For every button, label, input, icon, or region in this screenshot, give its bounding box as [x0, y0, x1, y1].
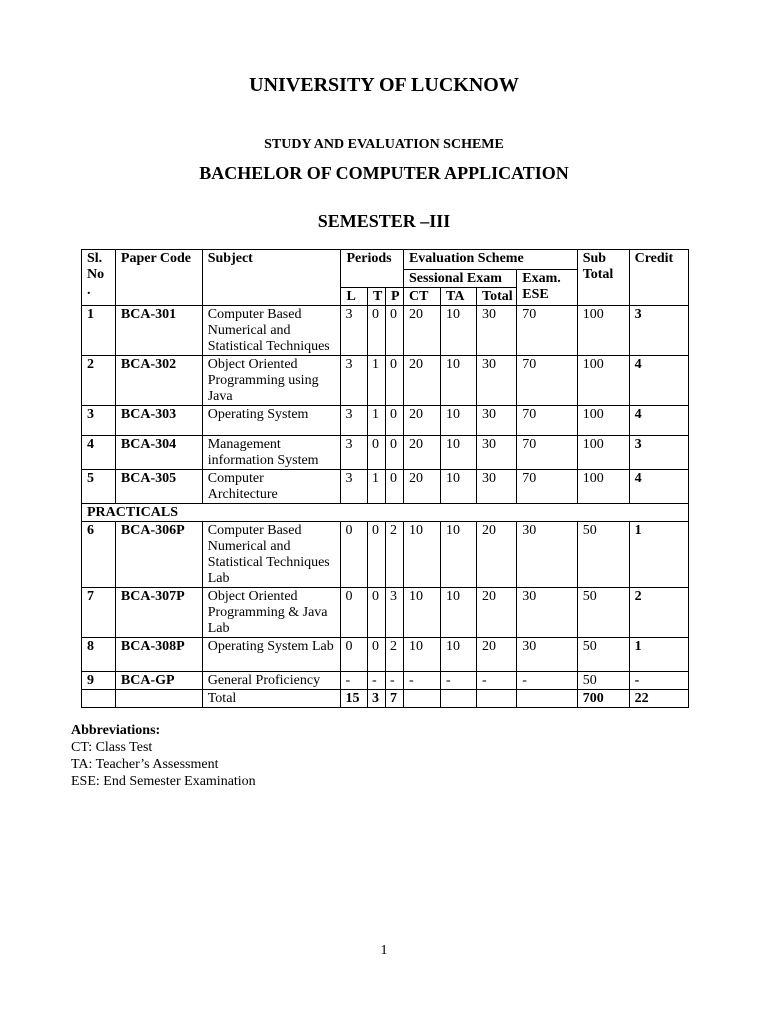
ese-cell: 70: [517, 306, 577, 356]
subject-cell: Operating System Lab: [202, 638, 341, 672]
ta-cell: 10: [441, 470, 477, 504]
header-credit: Credit: [629, 250, 688, 306]
t-cell: 1: [367, 356, 385, 406]
ct-cell: 20: [403, 470, 440, 504]
credit-cell: 1: [629, 522, 688, 588]
p-cell: 3: [385, 588, 403, 638]
header-sessional-exam: Sessional Exam: [403, 270, 516, 288]
ese-cell: 30: [517, 522, 577, 588]
header-sub-total: Sub Total: [577, 250, 629, 306]
paper-code-cell: BCA-GP: [115, 672, 202, 690]
t-cell: 0: [367, 436, 385, 470]
total-cell: -: [477, 672, 517, 690]
total-row: [82, 690, 689, 708]
abbreviation-item: TA: Teacher’s Assessment: [71, 757, 219, 772]
table-row: [82, 638, 689, 672]
l-cell: 3: [341, 306, 367, 356]
ese-cell: 30: [517, 638, 577, 672]
ct-cell: 20: [403, 436, 440, 470]
table-row: [82, 522, 689, 588]
header-periods: Periods: [341, 250, 403, 288]
paper-code-cell: BCA-302: [115, 356, 202, 406]
total-cell: 20: [477, 638, 517, 672]
credit-cell: 3: [629, 306, 688, 356]
total-cell: 30: [477, 406, 517, 436]
total-sub-total-cell: 700: [577, 690, 629, 708]
subject-cell: Computer Based Numerical and Statistical Techniques: [202, 306, 341, 356]
sub-total-cell: 50: [577, 588, 629, 638]
total-cell: 30: [477, 356, 517, 406]
sl-no-cell: 7: [82, 588, 116, 638]
ese-cell: 30: [517, 588, 577, 638]
header-ta: TA: [441, 288, 477, 306]
header-l: L: [341, 288, 367, 306]
sub-total-cell: 50: [577, 672, 629, 690]
scheme-title: STUDY AND EVALUATION SCHEME: [264, 137, 504, 152]
ta-cell: -: [441, 672, 477, 690]
total-label-cell: Total: [202, 690, 341, 708]
sl-no-cell: 3: [82, 406, 116, 436]
table-row: [82, 672, 689, 690]
ta-cell: 10: [441, 522, 477, 588]
subject-cell: Management information System: [202, 436, 341, 470]
empty-cell: [441, 690, 477, 708]
ct-cell: 10: [403, 522, 440, 588]
header-evaluation-scheme: Evaluation Scheme: [403, 250, 577, 270]
credit-cell: 2: [629, 588, 688, 638]
empty-cell: [82, 690, 116, 708]
ta-cell: 10: [441, 588, 477, 638]
ese-cell: 70: [517, 436, 577, 470]
subject-cell: Computer Architecture: [202, 470, 341, 504]
p-cell: 0: [385, 470, 403, 504]
header-total: Total: [477, 288, 517, 306]
l-cell: -: [341, 672, 367, 690]
ese-cell: 70: [517, 470, 577, 504]
sl-no-cell: 1: [82, 306, 116, 356]
ct-cell: 20: [403, 356, 440, 406]
paper-code-cell: BCA-301: [115, 306, 202, 356]
sl-no-cell: 9: [82, 672, 116, 690]
ta-cell: 10: [441, 436, 477, 470]
header-exam-ese: Exam. ESE: [517, 270, 577, 306]
total-cell: 30: [477, 470, 517, 504]
sub-total-cell: 100: [577, 406, 629, 436]
empty-cell: [403, 690, 440, 708]
total-cell: 20: [477, 522, 517, 588]
header-ct: CT: [403, 288, 440, 306]
header-subject: Subject: [202, 250, 341, 306]
sl-no-cell: 6: [82, 522, 116, 588]
ct-cell: 10: [403, 638, 440, 672]
sub-total-cell: 50: [577, 638, 629, 672]
total-cell: 30: [477, 436, 517, 470]
abbreviations-heading: Abbreviations:: [71, 723, 161, 738]
empty-cell: [477, 690, 517, 708]
table-row: [82, 406, 689, 436]
total-t-cell: 3: [367, 690, 385, 708]
ct-cell: 20: [403, 306, 440, 356]
sub-total-cell: 100: [577, 356, 629, 406]
total-cell: 30: [477, 306, 517, 356]
p-cell: 0: [385, 356, 403, 406]
table-row: [82, 306, 689, 356]
paper-code-cell: BCA-305: [115, 470, 202, 504]
ese-cell: 70: [517, 356, 577, 406]
ese-cell: 70: [517, 406, 577, 436]
credit-cell: 4: [629, 470, 688, 504]
t-cell: 1: [367, 406, 385, 436]
header-row: [82, 250, 689, 270]
l-cell: 0: [341, 522, 367, 588]
t-cell: 1: [367, 470, 385, 504]
ct-cell: 20: [403, 406, 440, 436]
t-cell: 0: [367, 306, 385, 356]
paper-code-cell: BCA-304: [115, 436, 202, 470]
credit-cell: 1: [629, 638, 688, 672]
credit-cell: 4: [629, 406, 688, 436]
sl-no-cell: 2: [82, 356, 116, 406]
subject-cell: Object Oriented Programming using Java: [202, 356, 341, 406]
p-cell: 0: [385, 406, 403, 436]
l-cell: 3: [341, 406, 367, 436]
sl-no-cell: 8: [82, 638, 116, 672]
credit-cell: -: [629, 672, 688, 690]
university-title: UNIVERSITY OF LUCKNOW: [249, 74, 519, 96]
abbreviation-item: CT: Class Test: [71, 740, 153, 755]
sl-no-cell: 4: [82, 436, 116, 470]
abbreviation-item: ESE: End Semester Examination: [71, 774, 256, 789]
paper-code-cell: BCA-307P: [115, 588, 202, 638]
l-cell: 0: [341, 638, 367, 672]
credit-cell: 3: [629, 436, 688, 470]
ct-cell: 10: [403, 588, 440, 638]
p-cell: 0: [385, 436, 403, 470]
ta-cell: 10: [441, 356, 477, 406]
degree-title: BACHELOR OF COMPUTER APPLICATION: [199, 163, 569, 183]
sl-no-cell: 5: [82, 470, 116, 504]
ese-cell: -: [517, 672, 577, 690]
subject-cell: Object Oriented Programming & Java Lab: [202, 588, 341, 638]
table-row: [82, 356, 689, 406]
sub-total-cell: 100: [577, 470, 629, 504]
l-cell: 0: [341, 588, 367, 638]
total-cell: 20: [477, 588, 517, 638]
paper-code-cell: BCA-303: [115, 406, 202, 436]
ta-cell: 10: [441, 306, 477, 356]
sub-total-cell: 50: [577, 522, 629, 588]
header-t: T: [367, 288, 385, 306]
header-paper-code: Paper Code: [115, 250, 202, 306]
total-l-cell: 15: [341, 690, 367, 708]
credit-cell: 4: [629, 356, 688, 406]
empty-cell: [115, 690, 202, 708]
t-cell: 0: [367, 522, 385, 588]
practicals-label: PRACTICALS: [82, 504, 689, 522]
total-credit-cell: 22: [629, 690, 688, 708]
table-row: [82, 588, 689, 638]
p-cell: 0: [385, 306, 403, 356]
paper-code-cell: BCA-306P: [115, 522, 202, 588]
paper-code-cell: BCA-308P: [115, 638, 202, 672]
l-cell: 3: [341, 436, 367, 470]
p-cell: 2: [385, 638, 403, 672]
l-cell: 3: [341, 356, 367, 406]
total-p-cell: 7: [385, 690, 403, 708]
practicals-section-row: [82, 504, 689, 522]
ct-cell: -: [403, 672, 440, 690]
header-sl-no: Sl. No .: [82, 250, 116, 306]
subject-cell: Operating System: [202, 406, 341, 436]
subject-cell: Computer Based Numerical and Statistical Techniques Lab: [202, 522, 341, 588]
ta-cell: 10: [441, 406, 477, 436]
p-cell: -: [385, 672, 403, 690]
header-p: P: [385, 288, 403, 306]
semester-title: SEMESTER –III: [317, 211, 451, 231]
t-cell: 0: [367, 638, 385, 672]
table-row: [82, 436, 689, 470]
table-row: [82, 470, 689, 504]
ta-cell: 10: [441, 638, 477, 672]
t-cell: -: [367, 672, 385, 690]
subject-cell: General Proficiency: [202, 672, 341, 690]
sub-total-cell: 100: [577, 436, 629, 470]
page-number: 1: [380, 943, 388, 958]
t-cell: 0: [367, 588, 385, 638]
p-cell: 2: [385, 522, 403, 588]
abbreviations: [71, 722, 256, 790]
sub-total-cell: 100: [577, 306, 629, 356]
evaluation-scheme-table: [81, 249, 689, 708]
empty-cell: [517, 690, 577, 708]
l-cell: 3: [341, 470, 367, 504]
